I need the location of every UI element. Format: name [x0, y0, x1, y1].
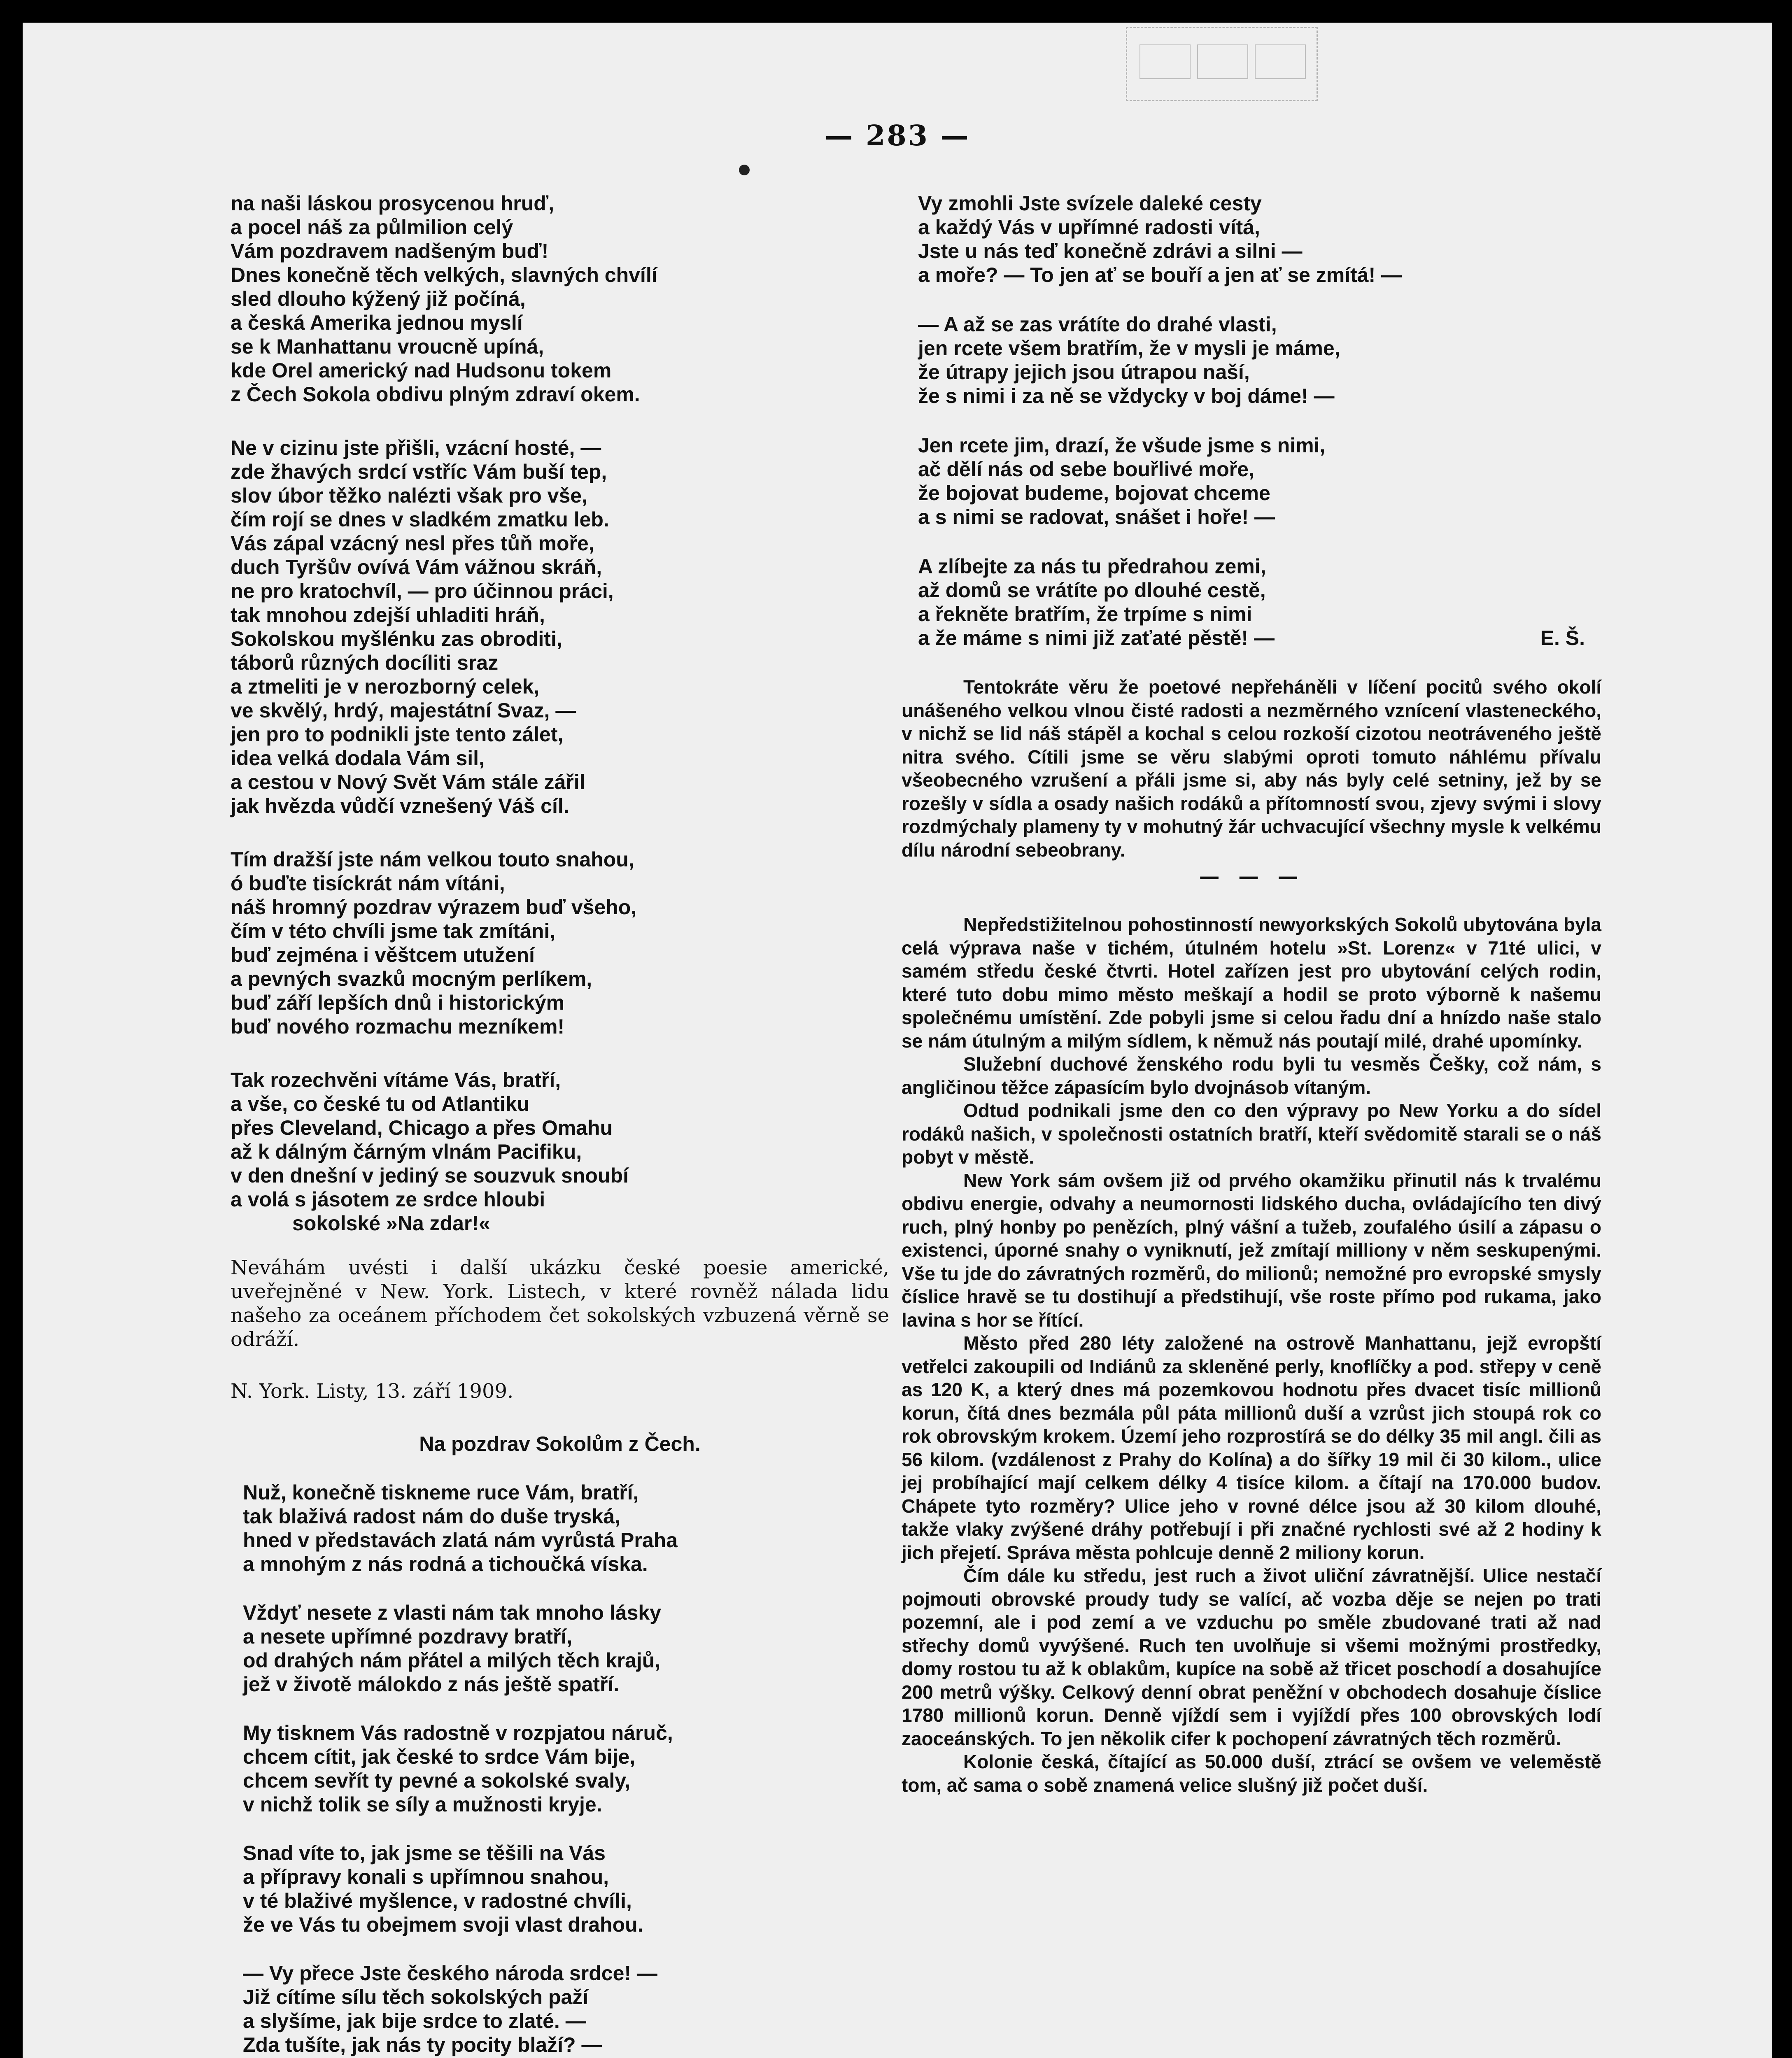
verse-line: a přípravy konali s upřímnou snahou,	[243, 1865, 609, 1888]
verse-line: hned v představách zlatá nám vyrůstá Praha	[243, 1529, 678, 1552]
poem-2-stanza	[918, 312, 1601, 408]
poem-2-stanza	[918, 433, 1601, 529]
body-paragraph: Nepředstižitelnou pohostinností newyorkských Sokolů ubytována byla celá výprava naše v tichém, útulném hotelu »St. Lorenz« v 71té ulici, v samém středu české čtvrti. Hotel zařízen jest pro ubytování celých rodin, které tuto dobu mimo město meškají a hodil se proto výborně k našemu společnému umístění. Zde pobyli jsme si celou řadu dní a hnízdo naše stalo se nám útulným a milým sídlem, k němuž nás poutají milé, drahé upomínky.	[902, 914, 1601, 1052]
verse-line: přes Cleveland, Chicago a přes Omahu	[231, 1116, 613, 1139]
verse-line: náš hromný pozdrav výrazem buď všeho,	[231, 896, 637, 919]
verse-line: v den dnešní v jediný se souzvuk snoubí	[231, 1164, 629, 1187]
verse-line: čím rojí se dnes v sladkém zmatku leb.	[231, 508, 609, 531]
poem-1-stanza	[231, 847, 889, 1038]
verse-line: že útrapy jejich jsou útrapou naší,	[918, 361, 1250, 384]
verse-line: a moře? — To jen ať se bouří a jen ať se zmítá! —	[918, 263, 1402, 286]
verse-line: duch Tyršův ovívá Vám vážnou skráň,	[231, 556, 602, 579]
verse-line: buď nového rozmachu mezníkem!	[231, 1015, 565, 1038]
verse-line: až k dálným čárným vlnám Pacifiku,	[231, 1140, 582, 1163]
verse-line: A zlíbejte za nás tu předrahou zemi,	[918, 555, 1266, 578]
verse-line: jen pro to podnikli jste tento zálet,	[231, 723, 564, 746]
scanned-page	[23, 23, 1772, 2058]
poem-2-stanza	[243, 1721, 889, 1816]
verse-line: čím v této chvíli jsme tak zmítáni,	[231, 920, 556, 943]
verse-line: ne pro kratochvíl, — pro účinnou práci,	[231, 580, 614, 603]
verse-line: tak blaživá radost nám do duše tryská,	[243, 1505, 620, 1528]
section-separator: — — —	[1199, 864, 1304, 888]
author-signature: E. Š.	[1540, 626, 1585, 650]
verse-line: Nuž, konečně tiskneme ruce Vám, bratří,	[243, 1481, 639, 1504]
body-paragraph: Tentokráte věru že poetové nepřeháněli v líčení pocitů svého okolí unášeného velkou vlnou čisté radosti a nezměrného vznícení vlasteneckého, v nichž se lid náš stápěl a kochal s celou rozkoší cizotou neotráveného ještě nitra svého. Cítili jsme se věru slabými oproti tomuto náhlému přívalu všeobecného vzrušení a přáli jsme si, aby nás byly celé setniny, jež by se rozešly v sídla a osady našich rodáků a přítomností svou, zjevy svými i slovy rozdmýchaly plameny ty v mohutný žár uchvacující všechny mysle k velkému dílu národní sebeobrany.	[902, 676, 1601, 861]
verse-line: slov úbor těžko nalézti však pro vše,	[231, 484, 587, 507]
poem-1-stanza	[231, 1068, 889, 1235]
verse-line: a řekněte bratřím, že trpíme s nimi	[918, 603, 1252, 626]
verse-line: Tak rozechvěni vítáme Vás, bratří,	[231, 1069, 561, 1092]
verse-line: že ve Vás tu obejmem svoji vlast drahou.	[243, 1913, 643, 1936]
verse-line: Dnes konečně těch velkých, slavných chvílí	[231, 263, 657, 286]
verse-line: jak hvězda vůdčí vznešený Váš cíl.	[231, 794, 569, 817]
poem-2-stanza	[243, 1961, 889, 2057]
verse-line: až domů se vrátíte po dlouhé cestě,	[918, 579, 1266, 602]
poem-2-continued	[918, 191, 1601, 650]
poem-2-stanza	[918, 191, 1601, 287]
body-paragraph: Město před 280 léty založené na ostrově Manhattanu, jejž evropští vetřelci zakoupili od Indiánů za skleněné perly, knoflíčky a pod. střepy v ceně as 120 K, a který dnes má pozemkovou hodnotu přes dvacet tisíc millionů korun, čítá dnes bezmála půl páta millionů duší a vzrůst jich stoupá rok co rok obrovským krokem. Území jeho rozprostírá se do délky 35 mil angl. čili as 56 kilom. (vzdálenost z Prahy do Kolína) a do šířky 19 mil či 30 kilom., ulice jej probíhající mají celkem délky 4 tisíce kilom. a čítají na 170.000 budov. Chápete tyto rozměry? Ulice jeho v rovné délce jsou až 30 kilom dlouhé, takže vlaky zvýšené dráhy potřebují i při značné rychlosti své až 2 hodiny k jich přejetí. Správa města pohlcuje denně 2 miliony korun.	[902, 1332, 1601, 1563]
verse-line: sled dlouho kýžený již počíná,	[231, 287, 526, 310]
verse-line: že bojovat budeme, bojovat chceme	[918, 482, 1270, 505]
verse-line: My tisknem Vás radostně v rozpjatou náruč,	[243, 1721, 673, 1744]
verse-line: Vám pozdravem nadšeným buď!	[231, 240, 549, 263]
poem-2-stanza	[918, 554, 1601, 650]
dateline: N. York. Listy, 13. září 1909.	[231, 1380, 514, 1403]
verse-line: Zda tušíte, jak nás ty pocity blaží? —	[243, 2033, 602, 2056]
page-number: — 283 —	[825, 119, 970, 152]
verse-line: že s nimi i za ně se vždycky v boj dáme! —	[918, 384, 1335, 407]
verse-line: zde žhavých srdcí vstříc Vám buší tep,	[231, 460, 607, 483]
left-column	[231, 191, 889, 2058]
verse-line: Ne v cizinu jste přišli, vzácní hosté, —	[231, 436, 601, 459]
verse-line: chcem cítit, jak české to srdce Vám bije,	[243, 1745, 636, 1768]
verse-line: Jen rcete jim, drazí, že všude jsme s nimi,	[918, 434, 1326, 457]
verse-line: ve skvělý, hrdý, majestátní Svaz, —	[231, 699, 576, 722]
poem-2-stanza	[243, 1481, 889, 1576]
verse-line: a že máme s nimi již zaťaté pěstě! —	[918, 626, 1275, 650]
verse-line: jež v životě málokdo z nás ještě spatří.	[243, 1673, 620, 1696]
verse-line: — A až se zas vrátíte do drahé vlasti,	[918, 313, 1277, 336]
verse-line-with-signature	[918, 626, 1601, 650]
verse-line: se k Manhattanu vroucně upíná,	[231, 335, 544, 358]
verse-line: a s nimi se radovat, snášet i hoře! —	[918, 505, 1275, 528]
body-paragraph: Čím dále ku středu, jest ruch a život uliční závratnější. Ulice nestačí pojmouti obrovské proudy tudy se valící, ač vozba děje se nejen po trati pozemní, ale i pod zemí a ve vzduchu po směle zbudované trati až nad střechy domů vyvýšené. Ruch ten uvolňuje si všemi možnými prostředky, domy rostou tu až k oblakům, kupíce na sobě až třicet poschodí a dosahujíce 200 metrů výšky. Celkový denní obrat peněžní v obchodech dosahuje číslice 1780 millionů korun. Denně vjíždí sem i vyjíždí přes 100 obrovských lodí zaoceánských. To jen několik cifer k pochopení závratných těch rozměrů.	[902, 1565, 1601, 1749]
poem-1	[231, 191, 889, 1235]
ink-spot	[739, 165, 750, 175]
poem-2-stanza	[243, 1601, 889, 1696]
verse-line: a vše, co české tu od Atlantiku	[231, 1092, 530, 1115]
verse-line: a volá s jásotem ze srdce hloubi	[231, 1188, 545, 1211]
verse-line: a pevných svazků mocným perlíkem,	[231, 967, 592, 990]
verse-line: Vás zápal vzácný nesl přes tůň moře,	[231, 532, 594, 555]
verse-line: Již cítíme sílu těch sokolských paží	[243, 1986, 589, 2009]
verse-line: sokolské »Na zdar!«	[292, 1212, 490, 1235]
poem-2-stanza	[243, 1841, 889, 1937]
right-column	[902, 191, 1601, 1797]
poem-title: Na pozdrav Sokolům z Čech.	[419, 1432, 701, 1455]
verse-line: na naši láskou prosycenou hruď,	[231, 192, 555, 215]
verse-line: Jste u nás teď konečně zdrávi a silni —	[918, 240, 1303, 263]
verse-line: od drahých nám přátel a milých těch krajů,	[243, 1649, 661, 1672]
verse-line: a nesete upřímné pozdravy bratří,	[243, 1625, 573, 1648]
library-stamp	[1126, 27, 1318, 101]
body-paragraph: Kolonie česká, čítající as 50.000 duší, ztrácí se ovšem ve veleměstě tom, ač sama o sobě znamená velice slušný již počet duší.	[902, 1751, 1601, 1796]
verse-line: z Čech Sokola obdivu plným zdraví okem.	[231, 383, 640, 406]
verse-line: a česká Amerika jednou myslí	[231, 311, 523, 334]
verse-line: táborů různých docíliti sraz	[231, 651, 499, 674]
body-paragraph: Odtud podnikali jsme den co den výpravy po New Yorku a do sídel rodáků našich, v společnosti ostatních bratří, kteří svědomitě starali se o náš pobyt v městě.	[902, 1100, 1601, 1168]
verse-line: Sokolskou myšlénku zas obroditi,	[231, 627, 562, 650]
verse-line: buď září lepších dnů i historickým	[231, 991, 565, 1014]
verse-line: v nichž tolik se síly a mužnosti kryje.	[243, 1793, 602, 1816]
verse-line: a cestou v Nový Svět Vám stále zářil	[231, 771, 585, 794]
verse-line: Vždyť nesete z vlasti nám tak mnoho lásky	[243, 1601, 661, 1624]
verse-line: ó buďte tisíckrát nám vítáni,	[231, 872, 505, 895]
poem-2	[243, 1481, 889, 2058]
verse-line: buď zejména i věštcem utužení	[231, 943, 535, 966]
verse-line: idea velká dodala Vám sil,	[231, 747, 485, 770]
verse-line: a ztmeliti je v nerozborný celek,	[231, 675, 540, 698]
verse-line: Snad víte to, jak jsme se těšili na Vás	[243, 1841, 606, 1865]
body-paragraph: New York sám ovšem již od prvého okamžiku přinutil nás k trvalému obdivu energie, odvahy a neumornosti lidského ducha, ovládajícího ten divý ruch, plný honby po penězích, plný vášní a tužeb, zoufalého úsilí a zápasu o existenci, úporné snahy o vyniknutí, jež zmítají milliony v něm seskupenými. Vše tu jde do závratných rozměrů, do milionů; nemožné pro evropské smysly číslice hravě se tu dostihují a předstihují, vše roste přímo pod rukama, jako lavina s hor se řítící.	[902, 1169, 1601, 1331]
intro-paragraph: Neváhám uvésti i další ukázku české poesie americké, uveřejněné v New. York. Listech, v které rovněž nálada lidu našeho za oceánem příchodem čet sokolských vzbuzená věrně se odráží.	[231, 1256, 889, 1351]
verse-line: a každý Vás v upřímné radosti vítá,	[918, 216, 1260, 239]
verse-line: v té blaživé myšlence, v radostné chvíli,	[243, 1889, 632, 1912]
verse-line: chcem sevřít ty pevné a sokolské svaly,	[243, 1769, 631, 1792]
verse-line: a pocel náš za půlmilion celý	[231, 216, 513, 239]
verse-line: a slyšíme, jak bije srdce to zlaté. —	[243, 2009, 586, 2032]
verse-line: a mnohým z nás rodná a tichoučká víska.	[243, 1553, 648, 1576]
verse-line: — Vy přece Jste českého národa srdce! —	[243, 1962, 657, 1985]
verse-line: jen rcete všem bratřím, že v mysli je máme,	[918, 337, 1340, 360]
poem-1-stanza	[231, 436, 889, 818]
verse-line: kde Orel americký nad Hudsonu tokem	[231, 359, 612, 382]
verse-line: Tím dražší jste nám velkou touto snahou,	[231, 848, 634, 871]
verse-line: tak mnohou zdejší uhladiti hráň,	[231, 603, 545, 626]
poem-1-stanza	[231, 191, 889, 406]
verse-line: Vy zmohli Jste svízele daleké cesty	[918, 192, 1262, 215]
verse-line: ač dělí nás od sebe bouřlivé moře,	[918, 458, 1254, 481]
body-paragraph: Služební duchové ženského rodu byli tu vesměs Češky, což nám, s angličinou těžce zápasícím bylo dvojnásob vítaným.	[902, 1053, 1601, 1098]
